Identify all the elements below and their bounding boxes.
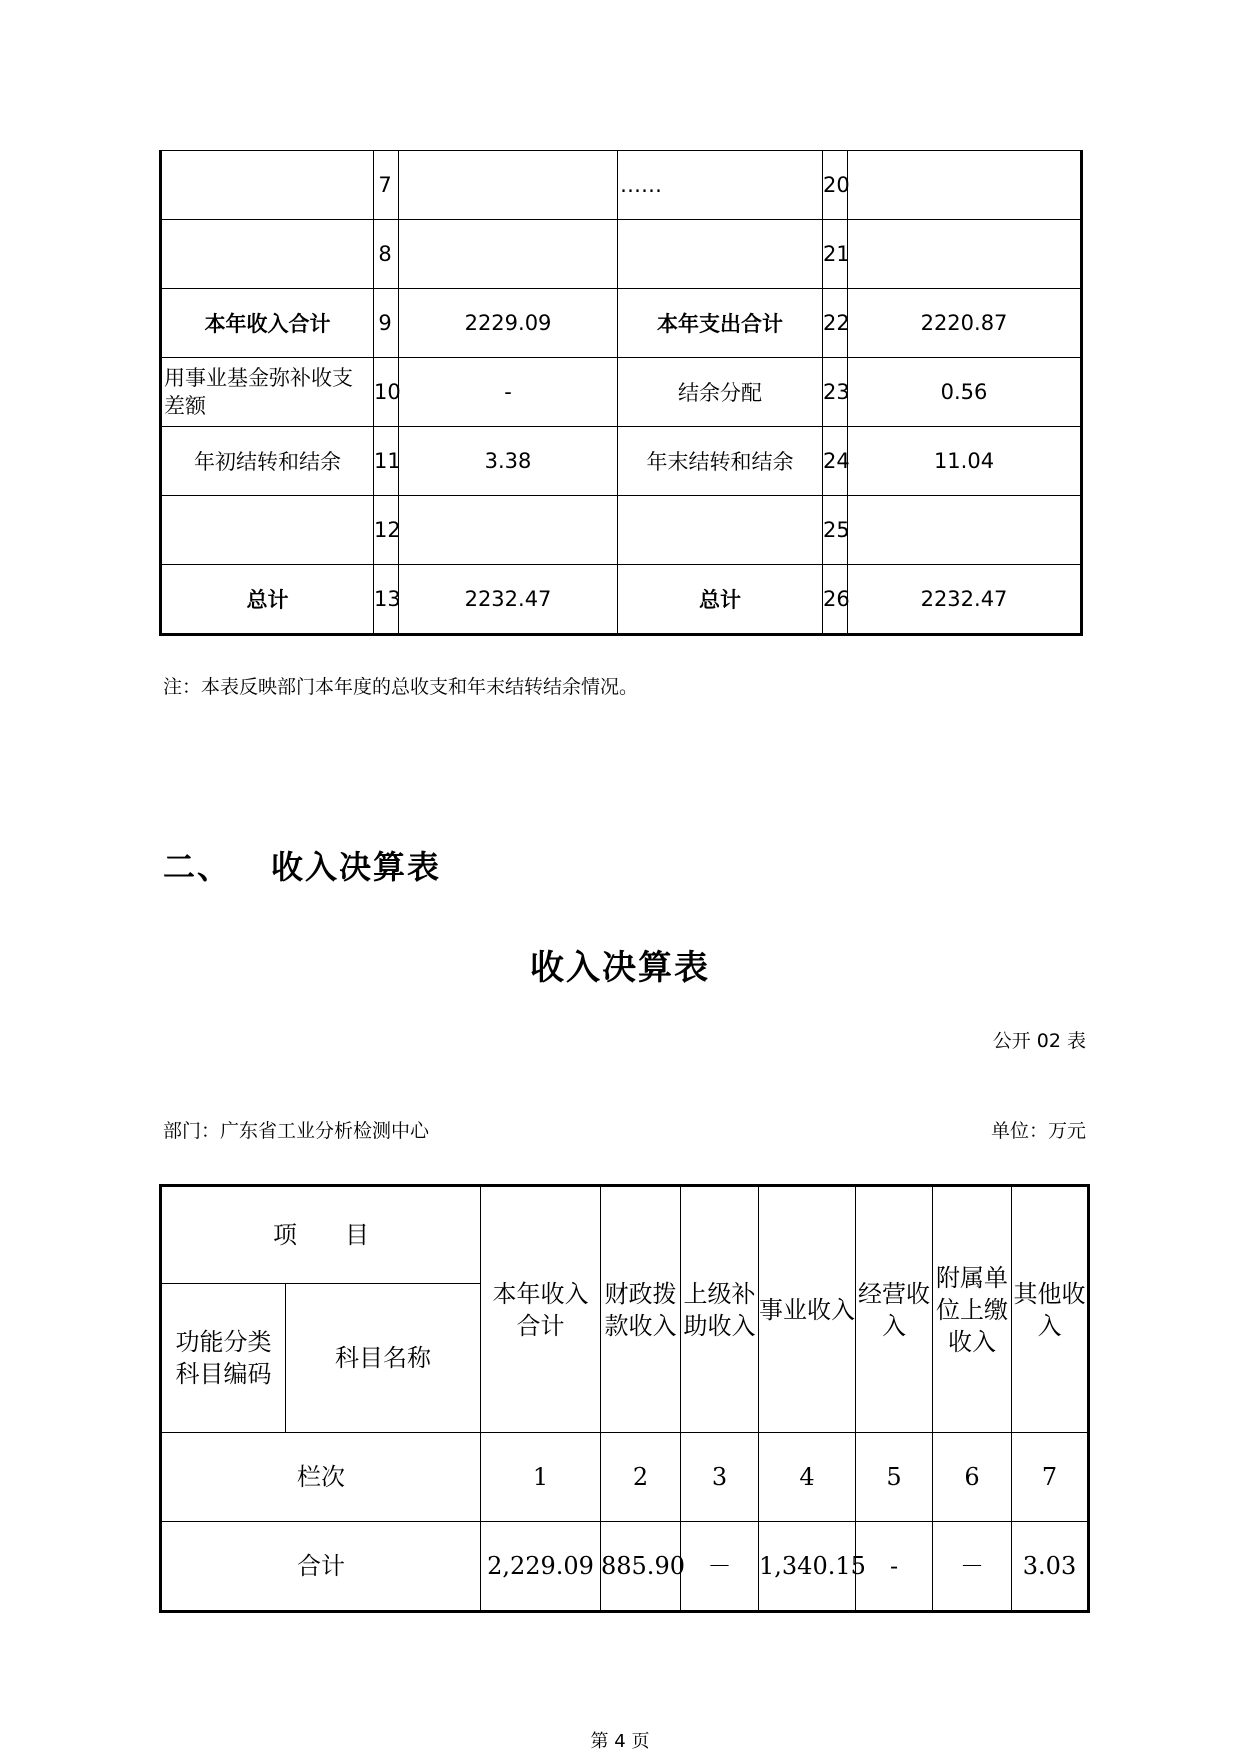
- table-row: [161, 565, 1082, 635]
- summary-cell-left-no: 7: [374, 151, 399, 220]
- summary-cell-left-no: 10: [374, 358, 399, 427]
- summary-cell-right-name: 结余分配: [618, 358, 823, 427]
- table-row: [161, 151, 1082, 220]
- summary-cell-left-val: -: [399, 358, 618, 427]
- summary-cell-left-val: 2229.09: [399, 289, 618, 358]
- summary-cell-left-val: [399, 220, 618, 289]
- summary-cell-right-name: 本年支出合计: [618, 289, 823, 358]
- summary-cell-right-val: 2232.47: [848, 565, 1082, 635]
- summary-cell-right-no: 21: [823, 220, 848, 289]
- summary-cell-right-val: 0.56: [848, 358, 1082, 427]
- department-label: 部门：广东省工业分析检测中心: [163, 1120, 430, 1142]
- header-code: 功能分类科目编码: [161, 1284, 286, 1433]
- summary-cell-left-name: [161, 220, 374, 289]
- summary-cell-left-name: 年初结转和结余: [161, 427, 374, 496]
- row-index-cell: 5: [856, 1433, 933, 1522]
- summary-cell-left-no: 11: [374, 427, 399, 496]
- total-value-cell: －: [933, 1522, 1012, 1612]
- total-value-cell: 1,340.15: [759, 1522, 856, 1612]
- header-col-1: 本年收入合计: [481, 1186, 601, 1433]
- total-label: 合计: [161, 1522, 481, 1612]
- summary-cell-right-name: [618, 496, 823, 565]
- row-index-cell: 4: [759, 1433, 856, 1522]
- row-index-cell: 2: [601, 1433, 681, 1522]
- total-value-cell: 3.03: [1012, 1522, 1089, 1612]
- table-row: [161, 427, 1082, 496]
- page-footer: 第 4 页: [590, 1731, 650, 1752]
- summary-cell-right-no: 24: [823, 427, 848, 496]
- summary-cell-right-no: 22: [823, 289, 848, 358]
- row-index-label: 栏次: [161, 1433, 481, 1522]
- summary-cell-left-val: 3.38: [399, 427, 618, 496]
- header-col-3: 上级补助收入: [681, 1186, 759, 1433]
- table-row: [161, 220, 1082, 289]
- summary-cell-right-val: [848, 151, 1082, 220]
- total-value-cell: 885.90: [601, 1522, 681, 1612]
- section-number: 二、: [163, 848, 232, 886]
- header-col-4: 事业收入: [759, 1186, 856, 1433]
- summary-cell-left-name: 本年收入合计: [161, 289, 374, 358]
- summary-cell-left-no: 13: [374, 565, 399, 635]
- summary-cell-left-no: 12: [374, 496, 399, 565]
- summary-cell-left-name: 用事业基金弥补收支差额: [161, 358, 374, 427]
- summary-cell-right-val: 2220.87: [848, 289, 1082, 358]
- summary-cell-right-no: 26: [823, 565, 848, 635]
- header-col-6: 附属单位上缴收入: [933, 1186, 1012, 1433]
- header-col-7: 其他收入: [1012, 1186, 1089, 1433]
- row-index-cell: 1: [481, 1433, 601, 1522]
- summary-cell-right-val: 11.04: [848, 427, 1082, 496]
- summary-cell-right-name: [618, 220, 823, 289]
- summary-cell-right-no: 23: [823, 358, 848, 427]
- total-value-cell: -: [856, 1522, 933, 1612]
- summary-cell-left-no: 9: [374, 289, 399, 358]
- row-index-cell: 7: [1012, 1433, 1089, 1522]
- summary-cell-right-name: 年末结转和结余: [618, 427, 823, 496]
- total-value-cell: 2,229.09: [481, 1522, 601, 1612]
- table-row: [161, 496, 1082, 565]
- summary-cell-left-name: 总计: [161, 565, 374, 635]
- header-col-5: 经营收入: [856, 1186, 933, 1433]
- summary-cell-left-name: [161, 151, 374, 220]
- table-row: [161, 358, 1082, 427]
- summary-cell-right-name: 总计: [618, 565, 823, 635]
- table-code: 公开 02 表: [992, 1030, 1086, 1052]
- summary-table: [159, 150, 1083, 636]
- summary-cell-right-val: [848, 220, 1082, 289]
- header-item: 项 目: [161, 1186, 481, 1284]
- income-table: [159, 1184, 1090, 1613]
- table-note: 注：本表反映部门本年度的总收支和年末结转结余情况。: [163, 676, 639, 698]
- summary-cell-right-no: 25: [823, 496, 848, 565]
- summary-cell-left-val: 2232.47: [399, 565, 618, 635]
- row-index-cell: 6: [933, 1433, 1012, 1522]
- summary-cell-left-name: [161, 496, 374, 565]
- summary-cell-right-no: 20: [823, 151, 848, 220]
- summary-cell-left-no: 8: [374, 220, 399, 289]
- header-subject: 科目名称: [286, 1284, 481, 1433]
- row-index-cell: 3: [681, 1433, 759, 1522]
- unit-label: 单位：万元: [990, 1120, 1086, 1142]
- table-row: [161, 289, 1082, 358]
- section-title: 收入决算表: [271, 848, 442, 886]
- header-col-2: 财政拨款收入: [601, 1186, 681, 1433]
- section-heading: [163, 842, 441, 888]
- summary-cell-right-name: ……: [618, 151, 823, 220]
- table-title: 收入决算表: [530, 948, 710, 988]
- total-value-cell: －: [681, 1522, 759, 1612]
- summary-cell-left-val: [399, 151, 618, 220]
- summary-cell-right-val: [848, 496, 1082, 565]
- summary-cell-left-val: [399, 496, 618, 565]
